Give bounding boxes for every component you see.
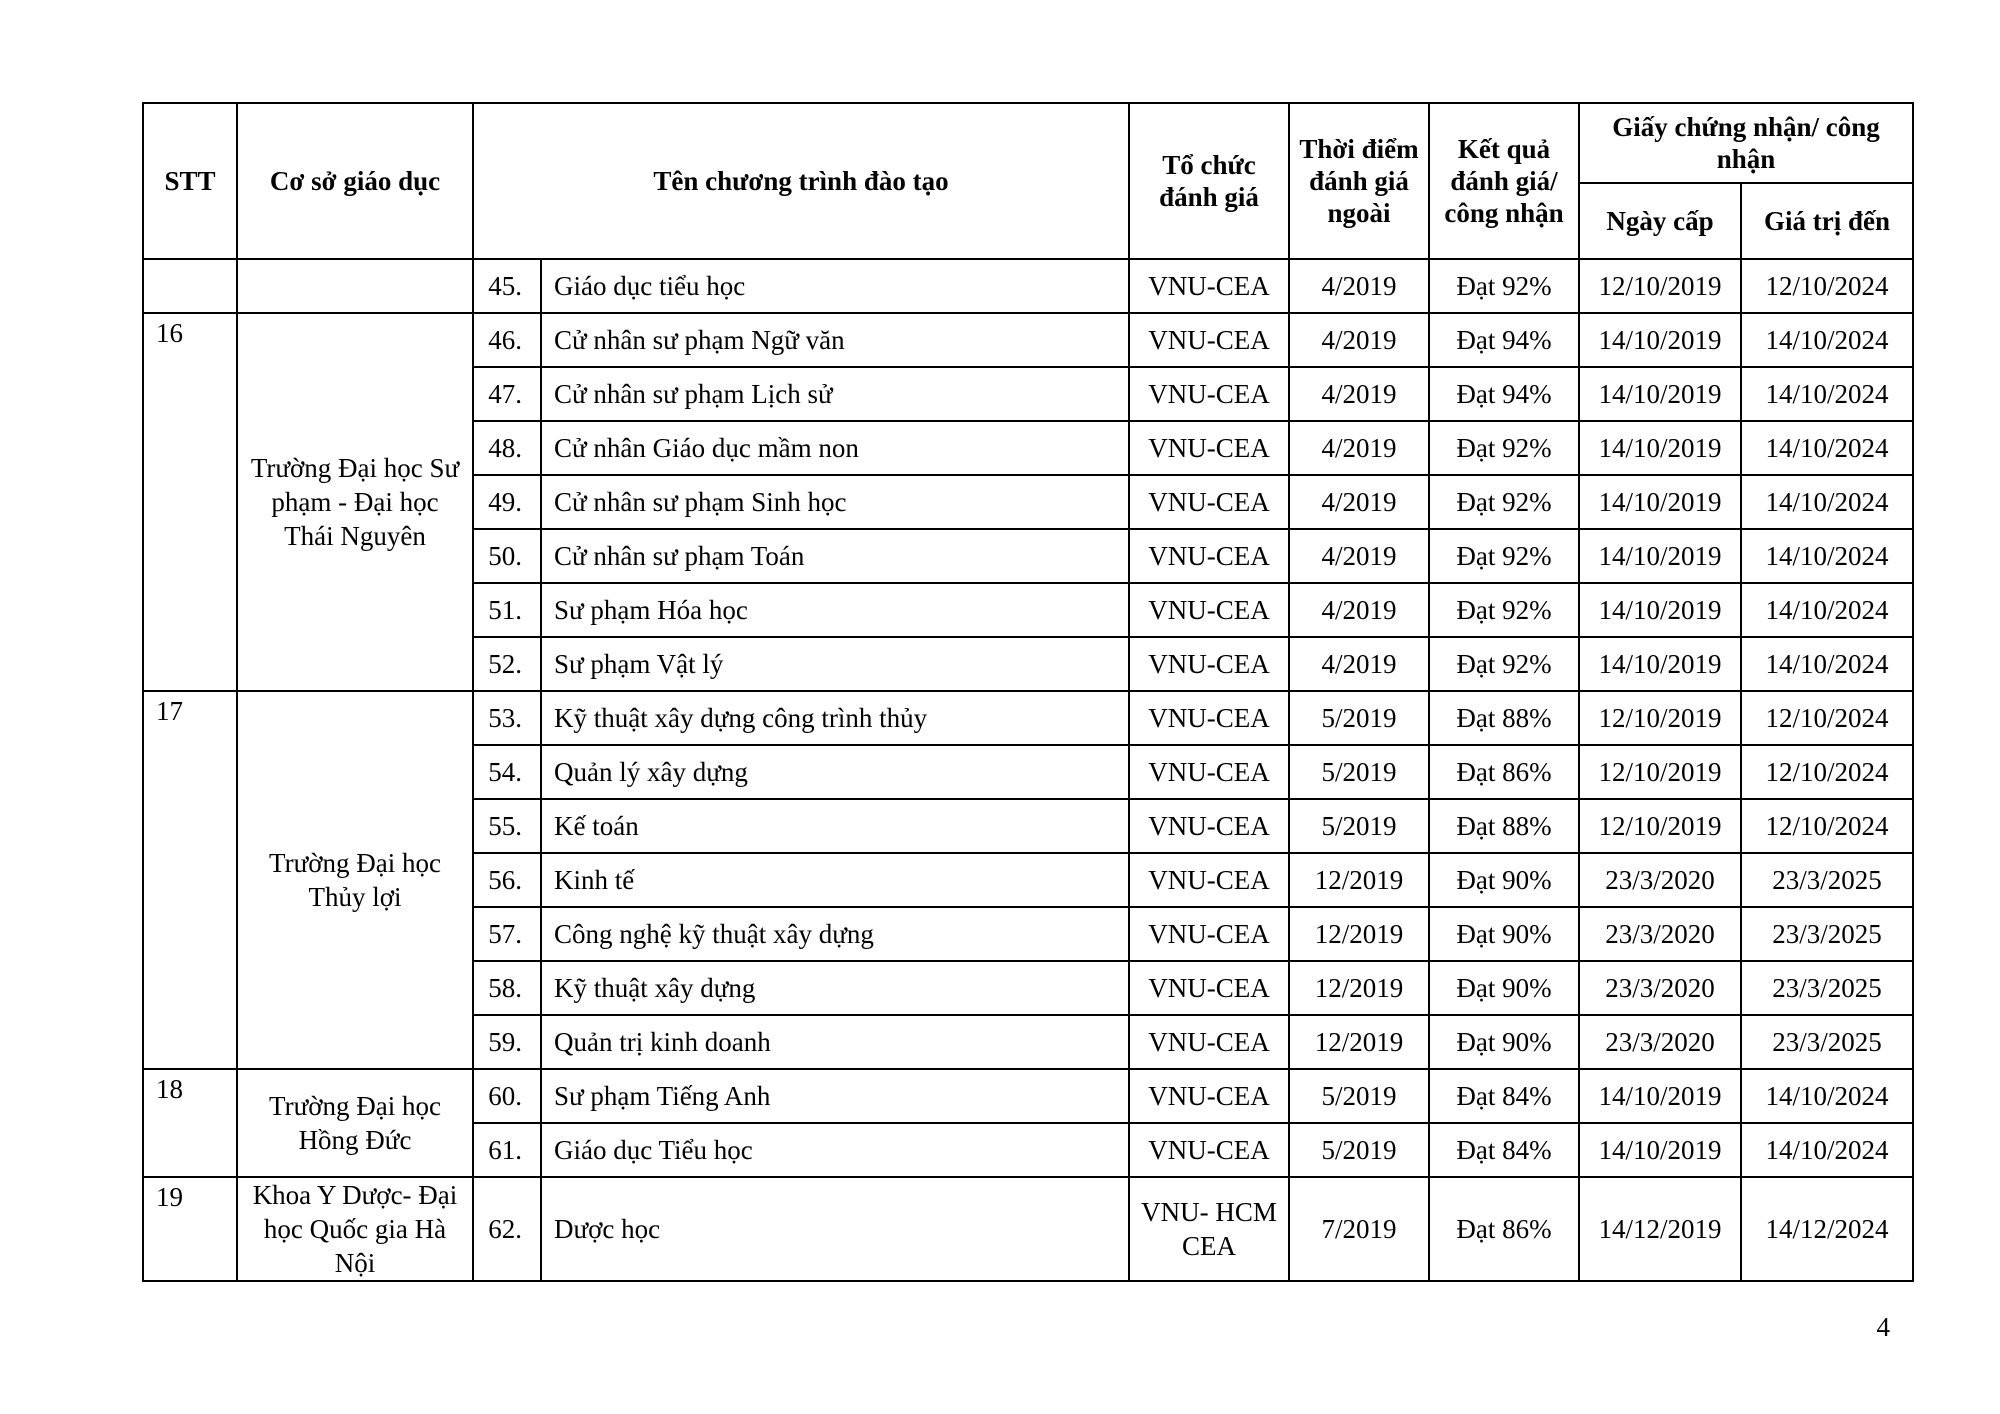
cell-result: Đạt 92% xyxy=(1429,637,1579,691)
cell-program-number: 47. xyxy=(473,367,541,421)
cell-result: Đạt 90% xyxy=(1429,907,1579,961)
cell-institution: Trường Đại học Hồng Đức xyxy=(237,1069,473,1177)
cell-time: 5/2019 xyxy=(1289,1069,1429,1123)
cell-valid-until: 14/10/2024 xyxy=(1741,313,1913,367)
cell-program-name: Kỹ thuật xây dựng công trình thủy xyxy=(541,691,1129,745)
cell-program-name: Quản lý xây dựng xyxy=(541,745,1129,799)
cell-issued: 23/3/2020 xyxy=(1579,907,1741,961)
cell-issued: 12/10/2019 xyxy=(1579,799,1741,853)
cell-time: 12/2019 xyxy=(1289,853,1429,907)
cell-result: Đạt 86% xyxy=(1429,745,1579,799)
cell-org: VNU-CEA xyxy=(1129,637,1289,691)
cell-valid-until: 12/10/2024 xyxy=(1741,799,1913,853)
cell-time: 12/2019 xyxy=(1289,1015,1429,1069)
cell-result: Đạt 84% xyxy=(1429,1123,1579,1177)
table-row xyxy=(143,691,1913,745)
cell-valid-until: 12/10/2024 xyxy=(1741,745,1913,799)
header-valid-until: Giá trị đến xyxy=(1741,183,1913,259)
header-result: Kết quả đánh giá/ công nhận xyxy=(1429,103,1579,259)
cell-result: Đạt 94% xyxy=(1429,367,1579,421)
cell-program-name: Sư phạm Hóa học xyxy=(541,583,1129,637)
cell-org: VNU-CEA xyxy=(1129,745,1289,799)
cell-time: 4/2019 xyxy=(1289,583,1429,637)
cell-stt: 18 xyxy=(143,1069,237,1177)
cell-issued: 14/10/2019 xyxy=(1579,1069,1741,1123)
cell-issued: 12/10/2019 xyxy=(1579,259,1741,313)
cell-program-name: Sư phạm Vật lý xyxy=(541,637,1129,691)
cell-program-number: 62. xyxy=(473,1177,541,1281)
cell-time: 7/2019 xyxy=(1289,1177,1429,1281)
cell-program-number: 55. xyxy=(473,799,541,853)
cell-org: VNU-CEA xyxy=(1129,961,1289,1015)
cell-valid-until: 14/10/2024 xyxy=(1741,475,1913,529)
cell-program-number: 54. xyxy=(473,745,541,799)
cell-result: Đạt 92% xyxy=(1429,475,1579,529)
table-row xyxy=(143,1177,1913,1281)
cell-program-number: 58. xyxy=(473,961,541,1015)
cell-valid-until: 14/10/2024 xyxy=(1741,421,1913,475)
cell-program-name: Cử nhân sư phạm Toán xyxy=(541,529,1129,583)
cell-result: Đạt 90% xyxy=(1429,1015,1579,1069)
cell-program-number: 53. xyxy=(473,691,541,745)
cell-issued: 12/10/2019 xyxy=(1579,691,1741,745)
cell-issued: 14/10/2019 xyxy=(1579,1123,1741,1177)
header-issued: Ngày cấp xyxy=(1579,183,1741,259)
cell-program-name: Cử nhân sư phạm Lịch sử xyxy=(541,367,1129,421)
cell-institution: Trường Đại học Sư phạm - Đại học Thái Nguyên xyxy=(237,313,473,691)
header-program: Tên chương trình đào tạo xyxy=(473,103,1129,259)
cell-institution xyxy=(237,259,473,313)
cell-program-name: Quản trị kinh doanh xyxy=(541,1015,1129,1069)
cell-time: 4/2019 xyxy=(1289,313,1429,367)
header-stt: STT xyxy=(143,103,237,259)
cell-time: 4/2019 xyxy=(1289,529,1429,583)
cell-issued: 14/10/2019 xyxy=(1579,529,1741,583)
cell-program-name: Cử nhân Giáo dục mầm non xyxy=(541,421,1129,475)
cell-issued: 14/10/2019 xyxy=(1579,583,1741,637)
cell-result: Đạt 90% xyxy=(1429,961,1579,1015)
cell-time: 4/2019 xyxy=(1289,637,1429,691)
cell-org: VNU-CEA xyxy=(1129,799,1289,853)
accreditation-table xyxy=(142,102,1914,1282)
cell-issued: 23/3/2020 xyxy=(1579,961,1741,1015)
table-row xyxy=(143,313,1913,367)
cell-valid-until: 23/3/2025 xyxy=(1741,961,1913,1015)
cell-valid-until: 14/12/2024 xyxy=(1741,1177,1913,1281)
cell-time: 4/2019 xyxy=(1289,475,1429,529)
cell-org: VNU-CEA xyxy=(1129,583,1289,637)
cell-org: VNU-CEA xyxy=(1129,691,1289,745)
cell-program-name: Kế toán xyxy=(541,799,1129,853)
cell-valid-until: 12/10/2024 xyxy=(1741,259,1913,313)
cell-program-number: 57. xyxy=(473,907,541,961)
cell-org: VNU-CEA xyxy=(1129,907,1289,961)
cell-program-number: 46. xyxy=(473,313,541,367)
cell-program-name: Sư phạm Tiếng Anh xyxy=(541,1069,1129,1123)
cell-time: 5/2019 xyxy=(1289,691,1429,745)
cell-org: VNU-CEA xyxy=(1129,421,1289,475)
cell-result: Đạt 84% xyxy=(1429,1069,1579,1123)
cell-org: VNU-CEA xyxy=(1129,1069,1289,1123)
cell-result: Đạt 86% xyxy=(1429,1177,1579,1281)
cell-institution: Khoa Y Dược- Đại học Quốc gia Hà Nội xyxy=(237,1177,473,1281)
cell-stt: 19 xyxy=(143,1177,237,1281)
cell-time: 5/2019 xyxy=(1289,799,1429,853)
cell-valid-until: 14/10/2024 xyxy=(1741,529,1913,583)
cell-program-name: Kỹ thuật xây dựng xyxy=(541,961,1129,1015)
cell-valid-until: 23/3/2025 xyxy=(1741,853,1913,907)
cell-valid-until: 12/10/2024 xyxy=(1741,691,1913,745)
cell-valid-until: 23/3/2025 xyxy=(1741,1015,1913,1069)
cell-org: VNU-CEA xyxy=(1129,529,1289,583)
cell-issued: 14/10/2019 xyxy=(1579,421,1741,475)
cell-valid-until: 14/10/2024 xyxy=(1741,637,1913,691)
cell-time: 4/2019 xyxy=(1289,259,1429,313)
cell-result: Đạt 92% xyxy=(1429,583,1579,637)
cell-issued: 23/3/2020 xyxy=(1579,1015,1741,1069)
cell-time: 4/2019 xyxy=(1289,421,1429,475)
header-org: Tổ chức đánh giá xyxy=(1129,103,1289,259)
cell-program-number: 51. xyxy=(473,583,541,637)
header-certificate: Giấy chứng nhận/ công nhận xyxy=(1579,103,1913,183)
cell-org: VNU-CEA xyxy=(1129,1123,1289,1177)
cell-issued: 14/10/2019 xyxy=(1579,313,1741,367)
cell-org: VNU-CEA xyxy=(1129,367,1289,421)
header-institution: Cơ sở giáo dục xyxy=(237,103,473,259)
cell-program-name: Kinh tế xyxy=(541,853,1129,907)
page-number: 4 xyxy=(1876,1312,1890,1342)
cell-program-name: Dược học xyxy=(541,1177,1129,1281)
cell-result: Đạt 94% xyxy=(1429,313,1579,367)
cell-org: VNU-CEA xyxy=(1129,1015,1289,1069)
cell-valid-until: 14/10/2024 xyxy=(1741,583,1913,637)
cell-time: 5/2019 xyxy=(1289,1123,1429,1177)
cell-time: 12/2019 xyxy=(1289,907,1429,961)
cell-result: Đạt 88% xyxy=(1429,799,1579,853)
cell-program-name: Công nghệ kỹ thuật xây dựng xyxy=(541,907,1129,961)
cell-result: Đạt 92% xyxy=(1429,529,1579,583)
header-time: Thời điểm đánh giá ngoài xyxy=(1289,103,1429,259)
cell-program-number: 48. xyxy=(473,421,541,475)
cell-program-name: Giáo dục Tiểu học xyxy=(541,1123,1129,1177)
cell-issued: 14/12/2019 xyxy=(1579,1177,1741,1281)
cell-program-number: 56. xyxy=(473,853,541,907)
cell-result: Đạt 92% xyxy=(1429,421,1579,475)
cell-stt: 16 xyxy=(143,313,237,691)
cell-program-number: 49. xyxy=(473,475,541,529)
cell-institution: Trường Đại học Thủy lợi xyxy=(237,691,473,1069)
cell-time: 5/2019 xyxy=(1289,745,1429,799)
cell-issued: 12/10/2019 xyxy=(1579,745,1741,799)
table-body xyxy=(143,259,1913,1281)
cell-program-number: 50. xyxy=(473,529,541,583)
cell-result: Đạt 90% xyxy=(1429,853,1579,907)
cell-issued: 14/10/2019 xyxy=(1579,475,1741,529)
cell-issued: 14/10/2019 xyxy=(1579,637,1741,691)
cell-org: VNU-CEA xyxy=(1129,853,1289,907)
cell-org: VNU-CEA xyxy=(1129,475,1289,529)
cell-org: VNU-CEA xyxy=(1129,313,1289,367)
cell-valid-until: 14/10/2024 xyxy=(1741,367,1913,421)
cell-program-name: Cử nhân sư phạm Sinh học xyxy=(541,475,1129,529)
cell-program-number: 61. xyxy=(473,1123,541,1177)
cell-program-number: 45. xyxy=(473,259,541,313)
cell-program-number: 52. xyxy=(473,637,541,691)
cell-issued: 23/3/2020 xyxy=(1579,853,1741,907)
table-row xyxy=(143,259,1913,313)
cell-stt xyxy=(143,259,237,313)
cell-result: Đạt 88% xyxy=(1429,691,1579,745)
table-row xyxy=(143,1069,1913,1123)
cell-program-name: Cử nhân sư phạm Ngữ văn xyxy=(541,313,1129,367)
cell-valid-until: 14/10/2024 xyxy=(1741,1123,1913,1177)
cell-stt: 17 xyxy=(143,691,237,1069)
cell-valid-until: 14/10/2024 xyxy=(1741,1069,1913,1123)
cell-issued: 14/10/2019 xyxy=(1579,367,1741,421)
cell-program-number: 60. xyxy=(473,1069,541,1123)
cell-result: Đạt 92% xyxy=(1429,259,1579,313)
cell-time: 4/2019 xyxy=(1289,367,1429,421)
cell-program-number: 59. xyxy=(473,1015,541,1069)
cell-org: VNU- HCM CEA xyxy=(1129,1177,1289,1281)
cell-org: VNU-CEA xyxy=(1129,259,1289,313)
cell-time: 12/2019 xyxy=(1289,961,1429,1015)
cell-program-name: Giáo dục tiểu học xyxy=(541,259,1129,313)
cell-valid-until: 23/3/2025 xyxy=(1741,907,1913,961)
